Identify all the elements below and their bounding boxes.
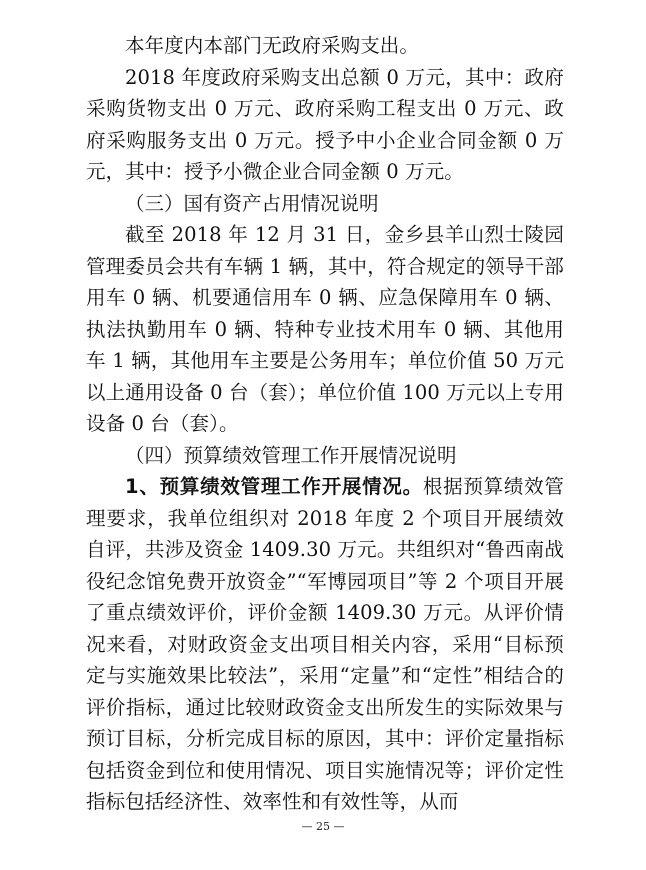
- paragraph-performance-management: [86, 471, 564, 818]
- section-heading-state-assets: （三）国有资产占用情况说明: [125, 191, 379, 215]
- document-page: [86, 30, 564, 818]
- paragraph-procurement-total: 2018 年度政府采购支出总额 0 万元，其中：政府采购货物支出 0 万元、政府采购工程支出 0 万元、政府采购服务支出 0 万元。授予中小企业合同金额 0 万元，其中：授予小微企业合同金额 0 万元。: [86, 65, 564, 183]
- section-heading-performance-management: （四）预算绩效管理工作开展情况说明: [125, 443, 457, 467]
- page-number: — 25 —: [301, 820, 345, 833]
- paragraph-no-procurement: 本年度内本部门无政府采购支出。: [125, 34, 420, 57]
- paragraph-body: 根据预算绩效管理要求，我单位组织对 2018 年度 2 个项目开展绩效自评，共涉及资金 1409.30 万元。共组织对“鲁西南战役纪念馆免费开放资金”“军博园项目”等 2 个项目开展了重点绩效评价，评价金额 1409.30 万元。从评价情况来看，对财政资金支出项目相关内容，采用“目标预定与实施效果比较法”，采用“定量”和“定性”相结合的评价指标，通过比较财政资金支出所发生的实际效果与预订目标，分析完成目标的原因，其中：评价定量指标包括资金到位和使用情况、项目实施情况等；评价定性指标包括经济性、效率性和有效性等，从而: [86, 475, 564, 813]
- paragraph-lead-bold: 1、预算绩效管理工作开展情况。: [125, 475, 423, 498]
- paragraph-state-assets: 截至 2018 年 12 月 31 日，金乡县羊山烈士陵园管理委员会共有车辆 1 辆，其中，符合规定的领导干部用车 0 辆、机要通信用车 0 辆、应急保障用车 0 辆、执法执勤用车 0 辆、特种专业技术用车 0 辆、其他用车 1 辆，其他用车主要是公务用车；单位价值 50 万元以上通用设备 0 台（套）；单位价值 100 万元以上专用设备 0 台（套）。: [86, 223, 564, 435]
